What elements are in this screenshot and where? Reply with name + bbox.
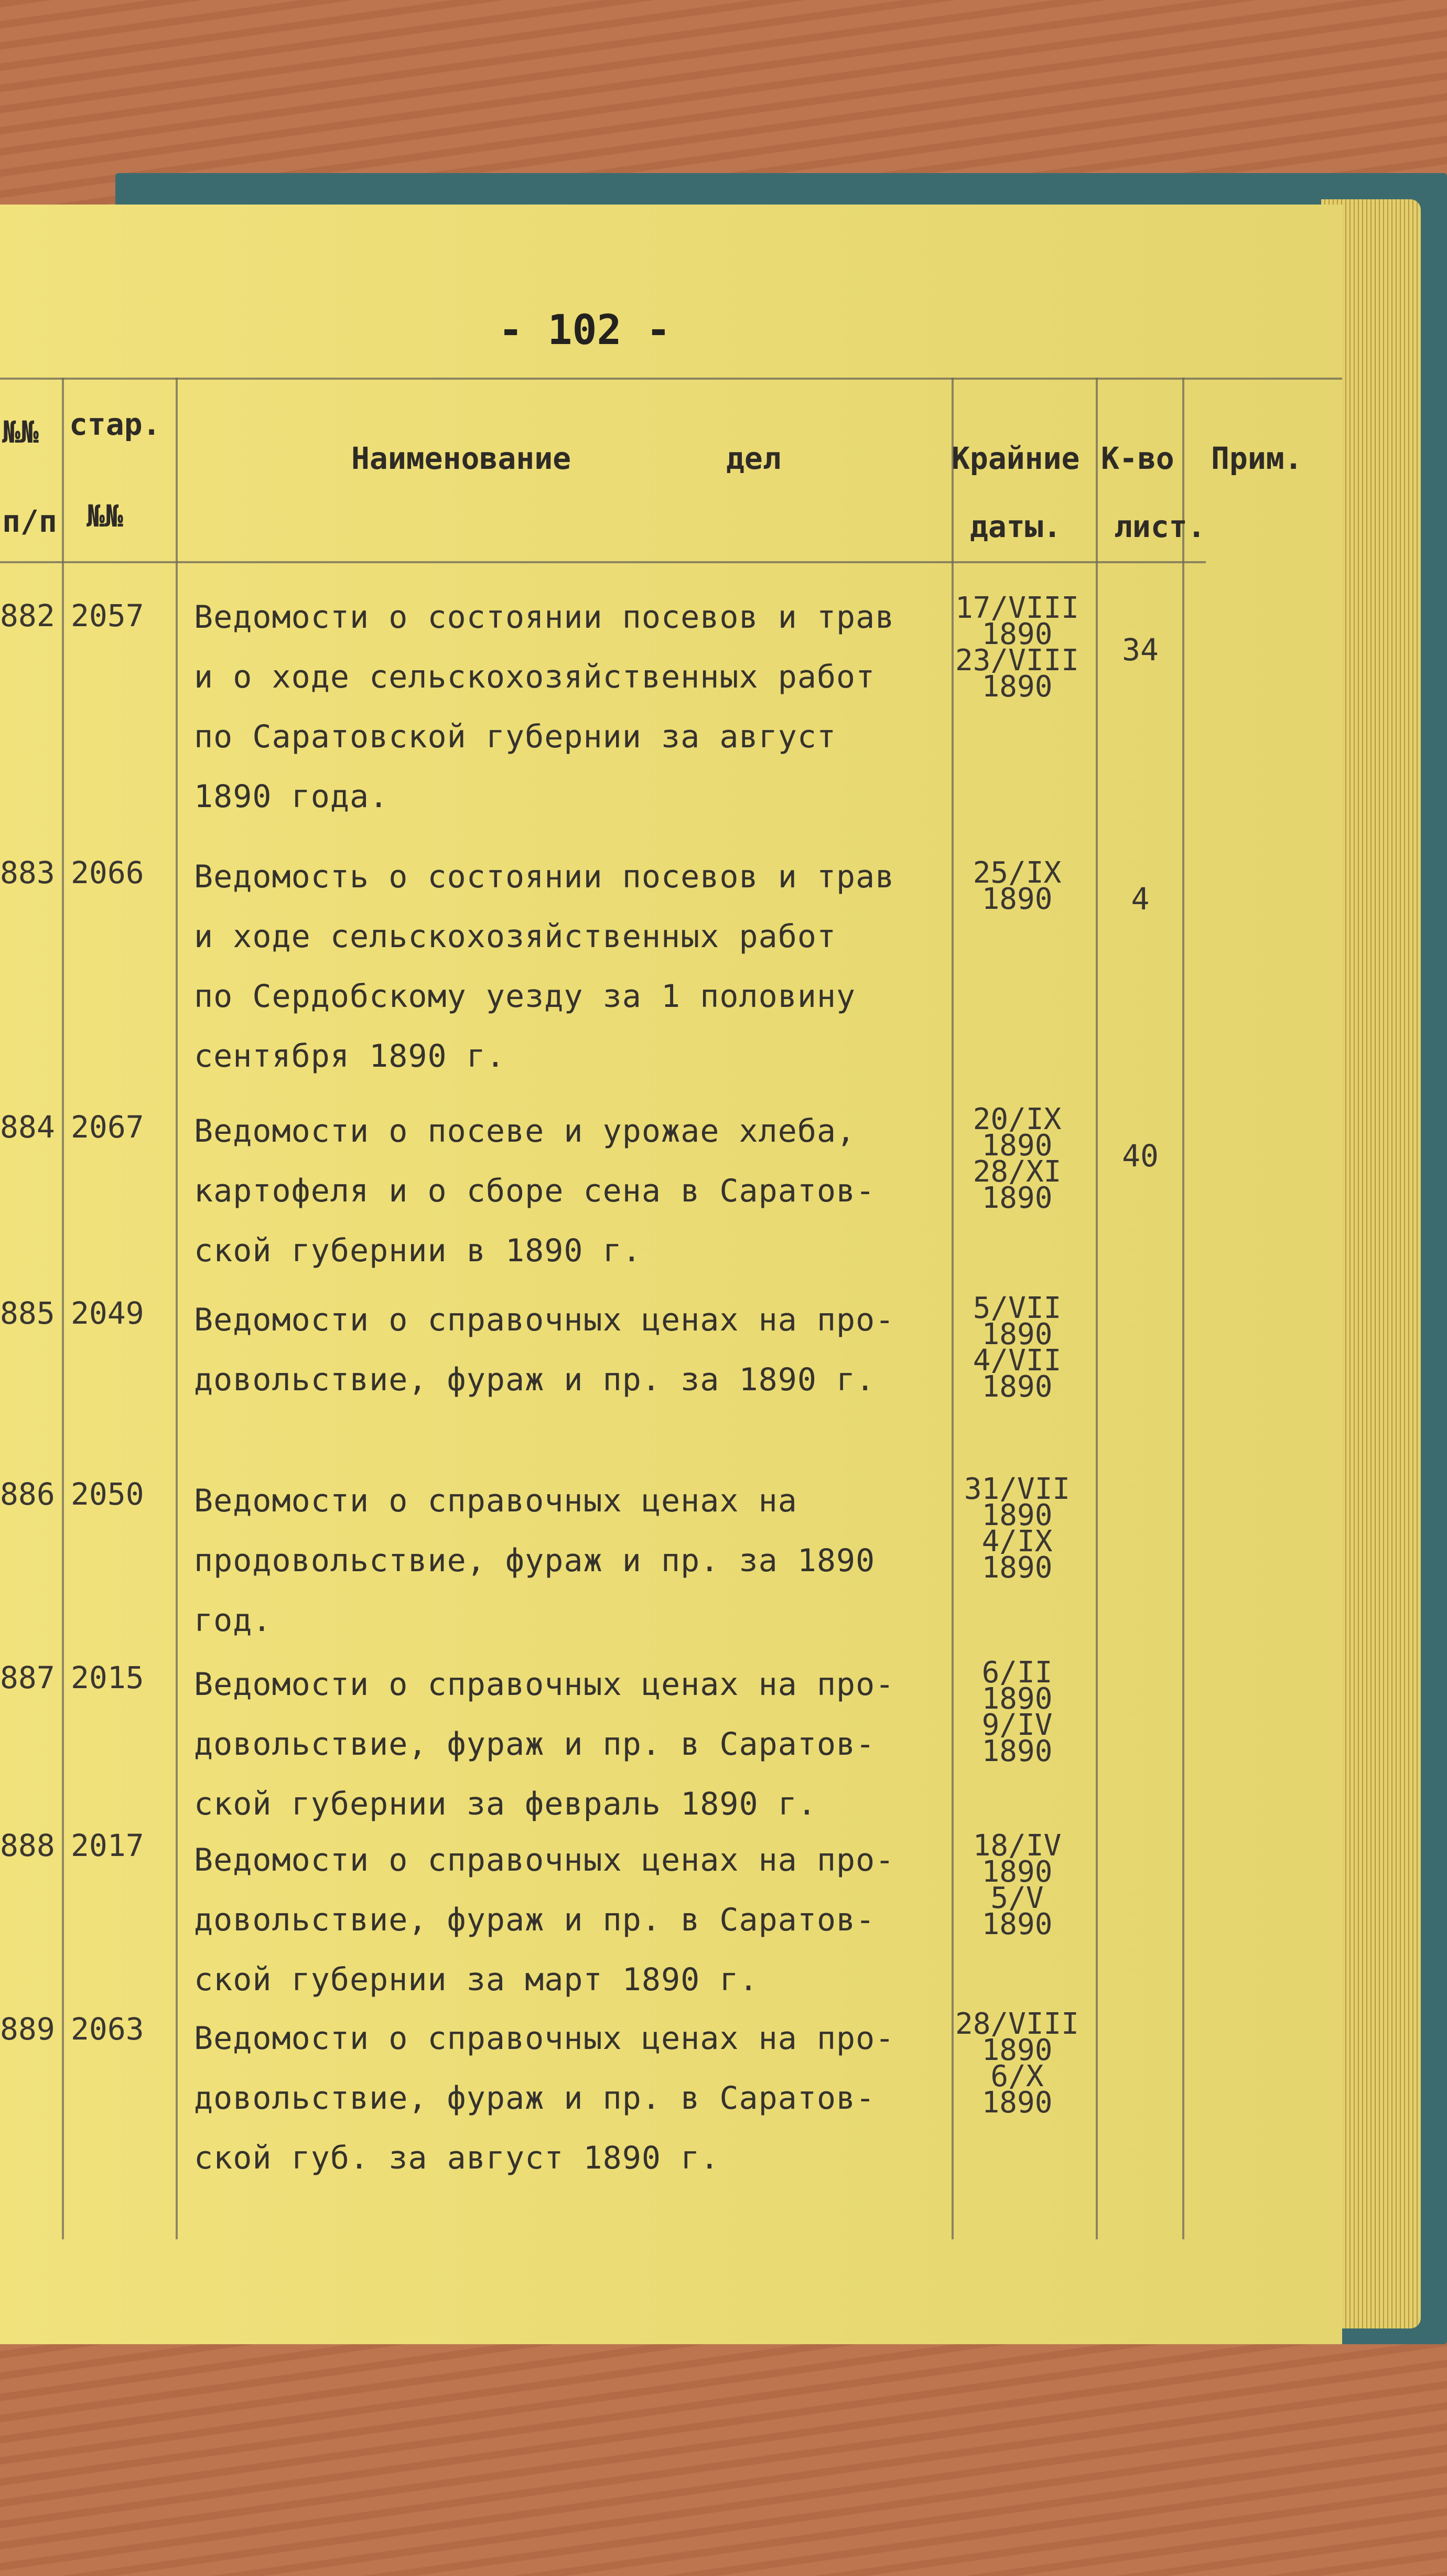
header-num-sub: п/п — [2, 503, 57, 539]
table-top-rule — [0, 378, 1342, 380]
row-old-num: 2017 — [71, 1828, 144, 1863]
row-title: Ведомости о справочных ценах на про- довольствие, фураж и пр. в Саратов- ской губернии за март 1890 г. — [194, 1842, 895, 1998]
inventory-page — [0, 205, 1342, 2344]
column-rule — [1096, 378, 1098, 2239]
header-sheets: К-во — [1101, 441, 1174, 476]
column-rule — [1182, 378, 1184, 2239]
header-old-num-sub: №№ — [87, 498, 123, 534]
row-old-num: 2067 — [71, 1109, 144, 1145]
row-num: 885 — [0, 1295, 55, 1331]
row-num: 887 — [0, 1660, 55, 1695]
row-dates: 5/VII 1890 4/VII 1890 — [973, 1291, 1062, 1404]
row-title: Ведомости о справочных ценах на про- довольствие, фураж и пр. в Саратов- ской губернии за февраль 1890 г. — [194, 1666, 895, 1822]
header-title-word: дел — [726, 441, 781, 476]
row-title: Ведомости о справочных ценах на продовольствие, фураж и пр. за 1890 год. — [194, 1483, 876, 1639]
row-title: Ведомости о посеве и урожае хлеба, картофеля и о сборе сена в Саратов- ской губернии в 1890 г. — [194, 1113, 876, 1269]
row-num: 889 — [0, 2011, 55, 2047]
row-title: Ведомости о состоянии посевов и трав и о ходе сельскохозяйственных работ по Саратовской губернии за август 1890 года. — [194, 599, 895, 815]
row-num: 888 — [0, 1828, 55, 1863]
row-num: 884 — [0, 1109, 55, 1145]
row-dates: 28/VIII 1890 6/X 1890 — [955, 2007, 1079, 2120]
row-dates: 6/II 1890 9/IV 1890 — [981, 1656, 1053, 1768]
header-sheets-sub: лист. — [1114, 509, 1206, 544]
row-dates: 17/VIII 1890 23/VIII 1890 — [955, 591, 1079, 704]
row-dates: 25/IX 1890 — [973, 856, 1062, 916]
header-dates-sub: даты. — [970, 509, 1062, 544]
row-old-num: 2015 — [71, 1660, 144, 1695]
header-title: Наименование — [351, 441, 571, 476]
row-sheets: 40 — [1122, 1138, 1159, 1174]
row-dates: 18/IV 1890 5/V 1890 — [973, 1829, 1062, 1941]
row-old-num: 2049 — [71, 1295, 144, 1331]
row-old-num: 2066 — [71, 855, 144, 890]
row-title: Ведомости о справочных ценах на про- довольствие, фураж и пр. в Саратов- ской губ. за август 1890 г. — [194, 2020, 895, 2176]
row-dates: 31/VII 1890 4/IX 1890 — [964, 1472, 1071, 1585]
header-old-num: стар. — [69, 406, 161, 442]
row-num: 883 — [0, 855, 55, 890]
column-rule — [62, 378, 64, 2239]
header-bottom-rule — [0, 561, 1206, 563]
row-old-num: 2050 — [71, 1476, 144, 1512]
row-title: Ведомость о состоянии посевов и трав и ходе сельскохозяйственных работ по Сердобскому уезду за 1 половину сентября 1890 г. — [194, 858, 895, 1075]
row-sheets: 34 — [1122, 632, 1159, 668]
row-num: 882 — [0, 598, 55, 634]
row-dates: 20/IX 1890 28/XI 1890 — [973, 1102, 1062, 1215]
header-dates: Крайние — [952, 441, 1080, 476]
row-sheets: 4 — [1131, 881, 1150, 917]
page-number: - 102 - — [498, 307, 671, 354]
row-old-num: 2057 — [71, 598, 144, 634]
column-rule — [176, 378, 178, 2239]
header-num: №№ — [2, 414, 39, 450]
row-title: Ведомости о справочных ценах на про- довольствие, фураж и пр. за 1890 г. — [194, 1302, 895, 1398]
header-notes: Прим. — [1211, 441, 1303, 476]
row-old-num: 2063 — [71, 2011, 144, 2047]
row-num: 886 — [0, 1476, 55, 1512]
